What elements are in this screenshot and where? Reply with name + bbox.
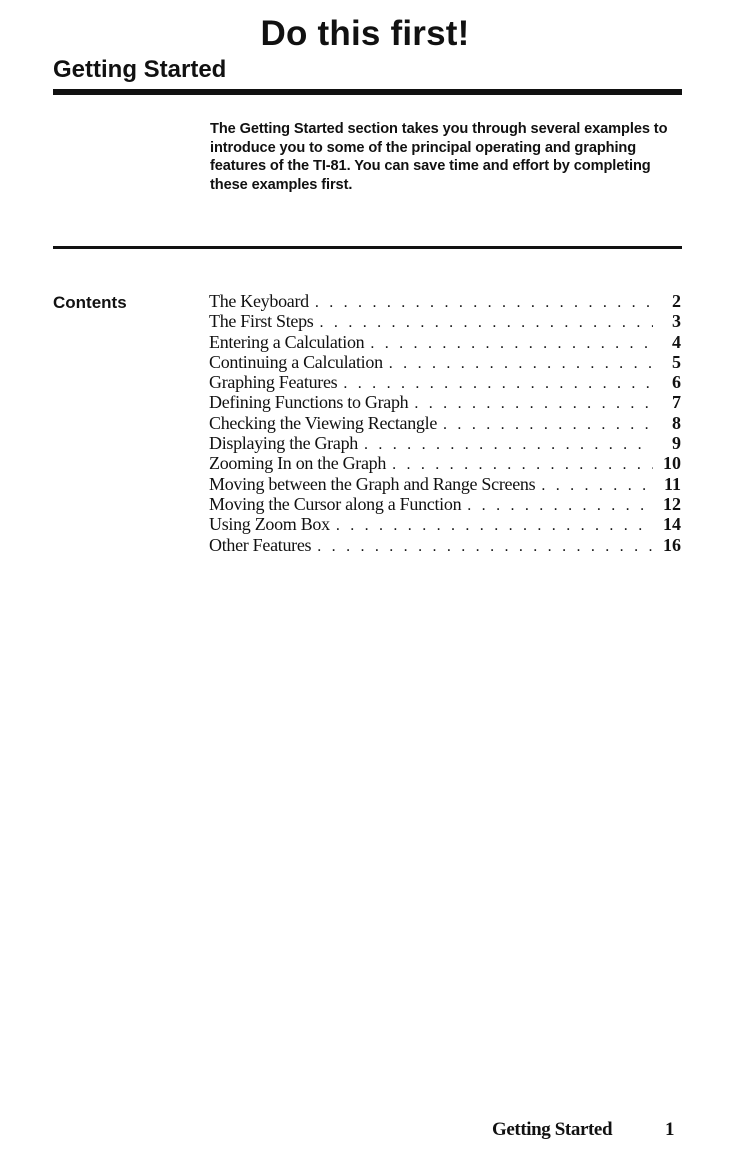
intro-paragraph: The Getting Started section takes you through several examples to introduce you to some of the principal operating and graphing features of the TI-81. You can save time and effort by completing these examples first. [210,121,668,193]
toc-entry[interactable] [209,453,681,473]
toc-entry[interactable] [209,433,681,453]
toc-entry-title: Continuing a Calculation [209,351,383,372]
toc-entry-title: Moving the Cursor along a Function [209,493,462,514]
toc-entry[interactable] [209,535,681,555]
toc-dot-leader [364,334,653,354]
toc-entry[interactable] [209,291,681,311]
toc-entry-page: 5 [672,351,681,372]
section-divider-thin [53,246,682,249]
toc-dot-leader [314,313,653,333]
toc-dot-leader [386,455,653,475]
toc-dot-leader [337,374,653,394]
toc-dot-leader [309,293,653,313]
toc-entry-page: 7 [672,392,681,413]
toc-entry[interactable] [209,352,681,372]
toc-entry-page: 6 [672,372,681,393]
toc-entry-title: Displaying the Graph [209,433,358,454]
toc-entry-title: The Keyboard [209,291,309,311]
toc-entry[interactable] [209,332,681,352]
toc-entry-title: The First Steps [209,311,314,332]
toc-entry[interactable] [209,392,681,412]
page-heading: Do this first! [260,14,470,53]
section-divider-thick [53,89,682,95]
toc-entry-title: Entering a Calculation [209,331,365,352]
toc-entry-page: 12 [663,493,681,514]
toc-entry-title: Using Zoom Box [209,514,330,535]
toc-entry[interactable] [209,413,681,433]
toc-entry[interactable] [209,372,681,392]
toc-dot-leader [311,537,653,557]
toc-entry-title: Moving between the Graph and Range Screens [209,473,536,494]
toc-dot-leader [437,415,653,435]
footer-page-number: 1 [665,1119,675,1140]
toc-entry-page: 10 [663,453,681,474]
toc-entry-page: 8 [672,412,681,433]
contents-label: Contents [53,293,127,312]
toc-entry-page: 16 [663,534,681,555]
toc-entry-page: 2 [672,291,681,311]
section-title: Getting Started [53,56,227,83]
toc-entry[interactable] [209,311,681,331]
toc-entry-page: 11 [663,473,681,494]
toc-dot-leader [358,435,653,455]
toc-entry-page: 9 [672,433,681,454]
toc-entry-title: Other Features [209,534,312,555]
toc-dot-leader [383,354,653,374]
toc-dot-leader [330,516,653,536]
toc-entry-title: Checking the Viewing Rectangle [209,412,438,433]
toc-entry-title: Graphing Features [209,372,338,393]
toc-entry-title: Defining Functions to Graph [209,392,409,413]
toc-dot-leader [535,476,653,496]
toc-entry[interactable] [209,514,681,534]
toc-dot-leader [408,394,653,414]
toc-dot-leader [461,496,653,516]
toc-entry[interactable] [209,494,681,514]
footer-section-name: Getting Started [492,1119,613,1140]
toc-entry-title: Zooming In on the Graph [209,453,387,474]
toc-entry-page: 14 [663,514,681,535]
toc-entry[interactable] [209,474,681,494]
table-of-contents [209,291,681,555]
toc-entry-page: 4 [672,331,681,352]
toc-entry-page: 3 [672,311,681,332]
